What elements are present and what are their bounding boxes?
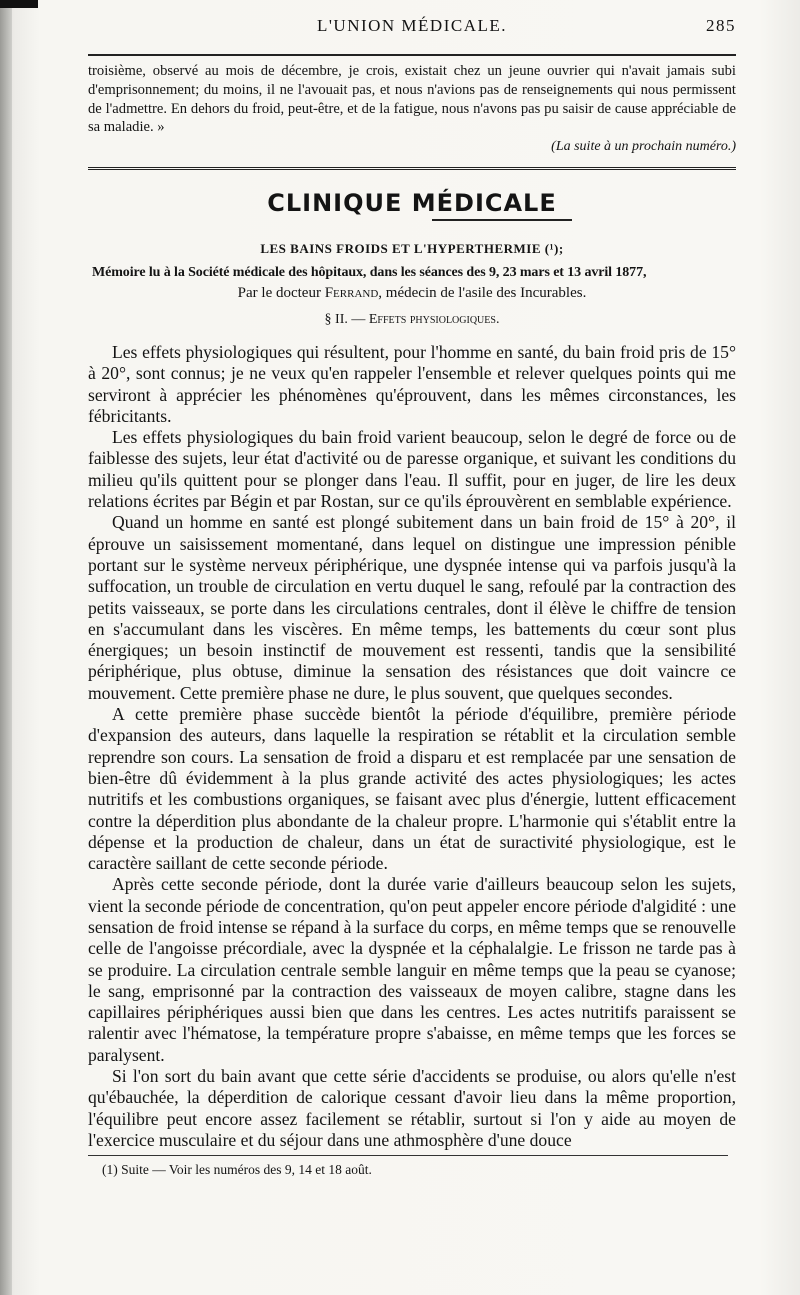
article-subtitle: LES BAINS FROIDS ET L'HYPERTHERMIE (¹); [260,240,564,256]
paragraph-title: Effets physiologiques. [368,311,500,327]
memoire-line: Mémoire lu à la Société médicale des hôpitaux, dans les séances des 9, 23 mars et 13 avril 1877, [92,264,647,280]
body-paragraph: Quand un homme en santé est plongé subitement dans un bain froid de 15° à 20°, il éprouve un saisissement momentané, dans lequel on distingue une impression pénible portant sur le système nerveux périphérique, une dyspnée intense qui va parfois jusqu'à la suffocation, un trouble de circulation en vertu duquel le sang, refoulé par la contraction des petits vaisseaux, se porte dans les circulations centrales, dont il élève le chiffre de tension en s'accumulant dans les viscères. En même temps, les battements du cœur sont plus énergiques; un besoin instinctif de mouvement est ressenti, tandis que la sensibilité périphérique, plus obtuse, diminue la sensation des résistances que doit vaincre ce mouvement. Cette première phase ne dure, le plus souvent, que quelques secondes. [88,512,736,703]
page-number: 285 [706,16,736,35]
section-title: CLINIQUE MÉDICALE [267,188,557,217]
footnote: (1) Suite — Voir les numéros des 9, 14 et 18 août. [102,1162,372,1178]
header-rule [88,54,736,56]
body-paragraph: Après cette seconde période, dont la durée varie d'ailleurs beaucoup selon les sujets, vient la seconde période de concentration, qu'on peut appeler encore période d'algidité : une sensation de froid intense se répand à la surface du corps, en même temps que se renouvelle celle de l'angoisse précordiale, avec la dyspnée et la céphalalgie. Le frisson ne tarde pas à se produire. La circulation centrale semble languir en même temps que la peau se cyanose; le sang, emprisonné par la contraction des vaisseaux de moyen calibre, stagne dans les capillaires périphériques aussi bien que dans les centres. Les actes nutritifs paraissent se ralentir avec l'hématose, la température propre s'abaisse, en même temps que les forces se paralysent. [88,874,736,1065]
author-suffix: , médecin de l'asile des Incurables. [378,284,587,301]
section-separator [88,167,736,173]
continuation-note: (La suite à un prochain numéro.) [551,139,736,155]
title-underline [432,219,572,221]
previous-article [88,62,736,157]
paragraph-mark: § II. — [324,311,366,327]
running-header [88,16,736,46]
article-body [88,342,736,1151]
paragraph-heading [88,312,736,328]
body-paragraph: A cette première phase succède bientôt la période d'équilibre, première période d'expansion des auteurs, dans laquelle la respiration se rétablit et la circulation semble reprendre son cours. La sensation de froid a disparu et est remplacée par une sensation de bien-être dû évidemment à la plus grande activité des actes physiologiques; les actes nutritifs et les combustions organiques, se faisant avec plus d'énergie, luttent efficacement contre la déperdition plus abondante de la chaleur propre. L'harmonie qui s'établit entre la dépense et la production de chaleur, dans un état de suractivité physiologique, est le caractère saillant de cette seconde période. [88,704,736,874]
page-binding-shadow [0,0,12,1295]
page-content [88,16,736,1178]
footnote-rule [88,1155,728,1156]
body-paragraph: Si l'on sort du bain avant que cette série d'accidents se produise, ou alors qu'elle n'est qu'ébauchée, la déperdition de calorique cessant d'avoir lieu dans la même proportion, l'équilibre peut encore assez facilement se rétablir, surtout si l'on y aide au moyen de l'exercice musculaire et du séjour dans une athmosphère d'une douce [88,1066,736,1150]
body-paragraph: Les effets physiologiques du bain froid varient beaucoup, selon le degré de force ou de faiblesse des sujets, leur état d'activité ou de paresse organique, et suivant les conditions du milieu qu'ils quittent pour se plonger dans l'eau. Il suffit, pour en juger, de lire les deux relations écrites par Bégin et par Rostan, sur ce qu'ils éprouvèrent en semblable expérience. [88,427,736,512]
body-paragraph: Les effets physiologiques qui résultent, pour l'homme en santé, du bain froid pris de 15° à 20°, sont connus; je ne veux qu'en rappeler l'ensemble et relever quelques points qui me serviront à apprécier les phénomènes qu'éprouvent, dans les mêmes circonstances, les fébricitants. [88,341,736,426]
running-title: L'UNION MÉDICALE. [316,16,508,35]
author-name: Ferrand [324,284,379,301]
author-prefix: Par le docteur [237,284,321,301]
corner-mark [0,0,38,8]
author-line [88,285,736,302]
previous-article-text: troisième, observé au mois de décembre, je crois, existait chez un jeune ouvrier qui n'avait jamais subi d'emprisonnement; du moins, il ne l'avouait pas, et nous n'avions pas de renseignements qui nous permissent de l'admettre. En dehors du froid, peut-être, et de la fatigue, nous n'avons pas pu saisir de cause appréciable de sa maladie. » [88,63,736,136]
